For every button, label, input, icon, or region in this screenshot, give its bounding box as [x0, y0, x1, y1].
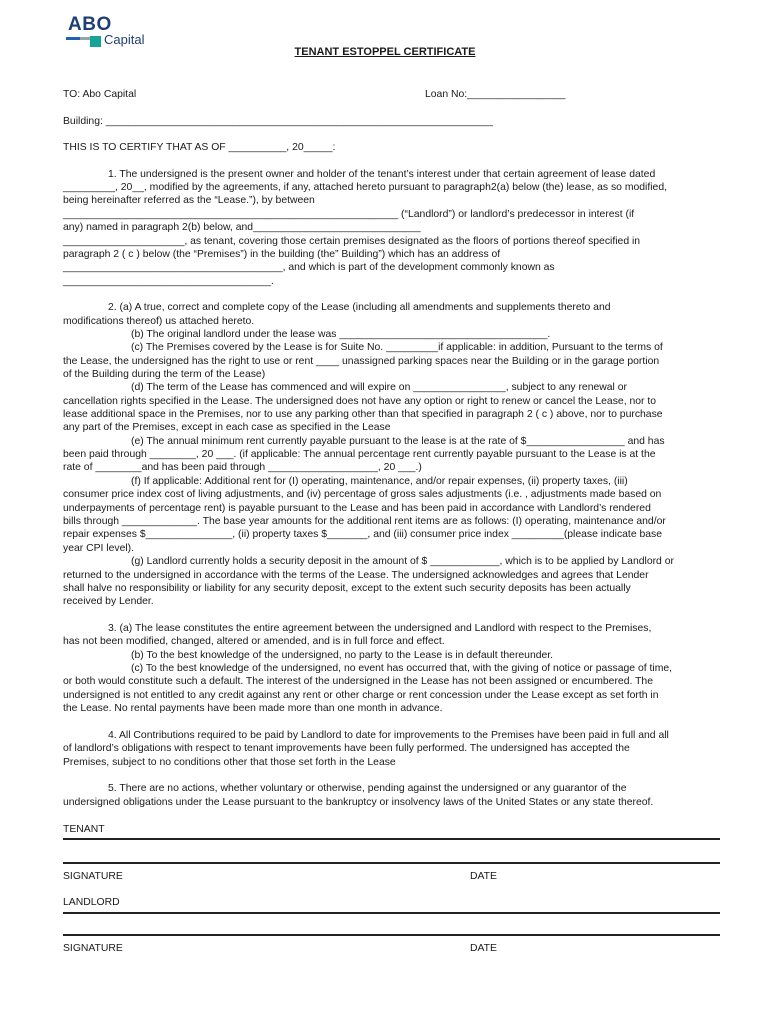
p1-line: __________________________________________________________ (“Landlord”) or landlord’s predecessor in interest (if [63, 209, 635, 220]
logo-sub: Capital [104, 32, 145, 47]
p1-line: ______________________________________, and which is part of the development commonly known as [63, 262, 555, 273]
p2-line: returned to the undersigned in accordance with the terms of the Lease. The undersigned acknowledges and agrees that Lender [63, 570, 649, 581]
p2-line: the Lease, the undersigned has the right to use or rent ____ unassigned parking spaces near the Building or in the garage portion [63, 356, 660, 367]
p2-line: (e) The annual minimum rent currently payable pursuant to the lease is at the rate of $_________________ and has [131, 436, 665, 447]
p2-line: 2. (a) A true, correct and complete copy of the Lease (including all amendments and supplements thereto and [108, 302, 611, 313]
tenant-label: TENANT [63, 824, 105, 835]
p4-line: Premises, subject to no conditions other that those set forth in the Lease [63, 757, 396, 768]
loan-number-field: Loan No:_________________ [425, 89, 566, 100]
p2-line: any part of the Premises, except in each case as specified in the Lease [63, 422, 391, 433]
p4-line: 4. All Contributions required to be paid by Landlord to date for improvements to the Premises have been paid in full and all [108, 730, 669, 741]
p2-line: repair expenses $_______________, (ii) property taxes $_______, and (iii) consumer price index _________(please indicate base [63, 529, 663, 540]
p5-line: 5. There are no actions, whether voluntary or otherwise, pending against the undersigned or any guarantor of the [108, 783, 627, 794]
p3-line: or both would constitute such a default. The interest of the undersigned in the Lease has not been assigned or encumbered. The [63, 676, 653, 687]
p1-line: being hereinafter referred as the “Lease.”), by between [63, 195, 315, 206]
p5-line: undersigned obligations under the Lease pursuant to the bankruptcy or insolvency laws of the United States or any state thereof. [63, 797, 654, 808]
landlord-divider [63, 912, 720, 914]
logo-bar-blue [66, 37, 80, 40]
p4-line: of landlord’s obligations with respect to tenant improvements have been fully performed. The undersigned has accepted the [63, 743, 630, 754]
p2-line: (d) The term of the Lease has commenced and will expire on ________________, subject to any renewal or [131, 382, 627, 393]
p2-line: received by Lender. [63, 596, 154, 607]
tenant-date-label: DATE [470, 871, 497, 882]
p2-line: (c) The Premises covered by the Lease is for Suite No. _________if applicable: in addition, Pursuant to the terms of [131, 342, 663, 353]
p2-line: bills through _____________. The base year amounts for the additional rent items are as follows: (I) operating, maintenance and/or [63, 516, 666, 527]
logo-brand: ABO [68, 14, 112, 35]
p3-line: (c) To the best knowledge of the undersigned, no event has occurred that, with the giving of notice or passage of time, [131, 663, 673, 674]
p2-line: lease additional space in the Premises, nor to use any parking other than that specified in paragraph 2 ( c ) above, nor to purchase [63, 409, 663, 420]
p1-line: _________, 20__, modified by the agreements, if any, attached hereto pursuant to paragraph2(a) below (the) lease, as so modified, [63, 182, 668, 193]
tenant-signature-label: SIGNATURE [63, 871, 123, 882]
p2-line: (b) The original landlord under the lease was ____________________________________. [131, 329, 551, 340]
p1-line: ____________________________________. [63, 276, 274, 287]
p2-line: cancellation rights specified in the Lease. The undersigned does not have any option or right to renew or cancel the Lease, nor to [63, 396, 657, 407]
landlord-label: LANDLORD [63, 897, 120, 908]
p2-line: modifications thereof) us attached hereto. [63, 316, 255, 327]
p1-line: 1. The undersigned is the present owner and holder of the tenant’s interest under that certain agreement of lease dated [108, 169, 656, 180]
tenant-divider [63, 838, 720, 840]
p3-line: 3. (a) The lease constitutes the entire agreement between the undersigned and Landlord with respect to the Premises, [108, 623, 652, 634]
p1-line: _____________________, as tenant, covering those certain premises designated as the floors of portions thereof specified in [63, 236, 641, 247]
p2-line: year CPI level). [63, 543, 135, 554]
p2-line: consumer price index cost of living adjustments, and (iv) percentage of gross sales adjustments (i.e. , adjustments made based on [63, 489, 662, 500]
logo-bar-gray [80, 37, 90, 40]
p2-line: (g) Landlord currently holds a security deposit in the amount of $ ____________, which is to be applied by Landlord or [131, 556, 674, 567]
p2-line: (f) If applicable: Additional rent for (I) operating, maintenance, and/or repair expenses, (ii) property taxes, (iii) [131, 476, 628, 487]
p3-line: undersigned is not entitled to any credit against any rent or other charge or rent concession under the Lease except as set forth in [63, 690, 659, 701]
to-line: TO: Abo Capital [63, 89, 137, 100]
building-field: Building: ___________________________________________________________________ [63, 116, 493, 127]
p3-line: (b) To the best knowledge of the undersigned, no party to the Lease is in default thereunder. [131, 650, 554, 661]
p3-line: the Lease. No rental payments have been made more than one month in advance. [63, 703, 443, 714]
p2-line: been paid through ________, 20 ___. (if applicable: The annual percentage rent currently payable pursuant to the Lease is at the [63, 449, 656, 460]
p3-line: has not been modified, changed, altered or amended, and is in full force and effect. [63, 636, 445, 647]
p2-line: rate of ________and has been paid through ___________________, 20 ___.) [63, 462, 422, 473]
certify-line: THIS IS TO CERTIFY THAT AS OF __________, 20_____: [63, 142, 336, 153]
document-title: TENANT ESTOPPEL CERTIFICATE [294, 46, 476, 58]
landlord-signature-line[interactable] [63, 934, 720, 936]
p2-line: underpayments of percentage rent) is payable pursuant to the Lease and has been paid in accordance with Landlord’s rendered [63, 503, 651, 514]
landlord-signature-label: SIGNATURE [63, 943, 123, 954]
tenant-signature-line[interactable] [63, 862, 720, 864]
p2-line: shall halve no responsibility or liability for any security deposit, except to the extent such security deposits has been actually [63, 583, 631, 594]
p1-line: any) named in paragraph 2(b) below, and_____________________________ [63, 222, 421, 233]
p2-line: of the Building during the term of the Lease) [63, 369, 266, 380]
abo-capital-logo [66, 14, 156, 48]
p1-line: paragraph 2 ( c ) below (the “Premises”) in the building (the” Building”) which has an address of [63, 249, 501, 260]
landlord-date-label: DATE [470, 943, 497, 954]
